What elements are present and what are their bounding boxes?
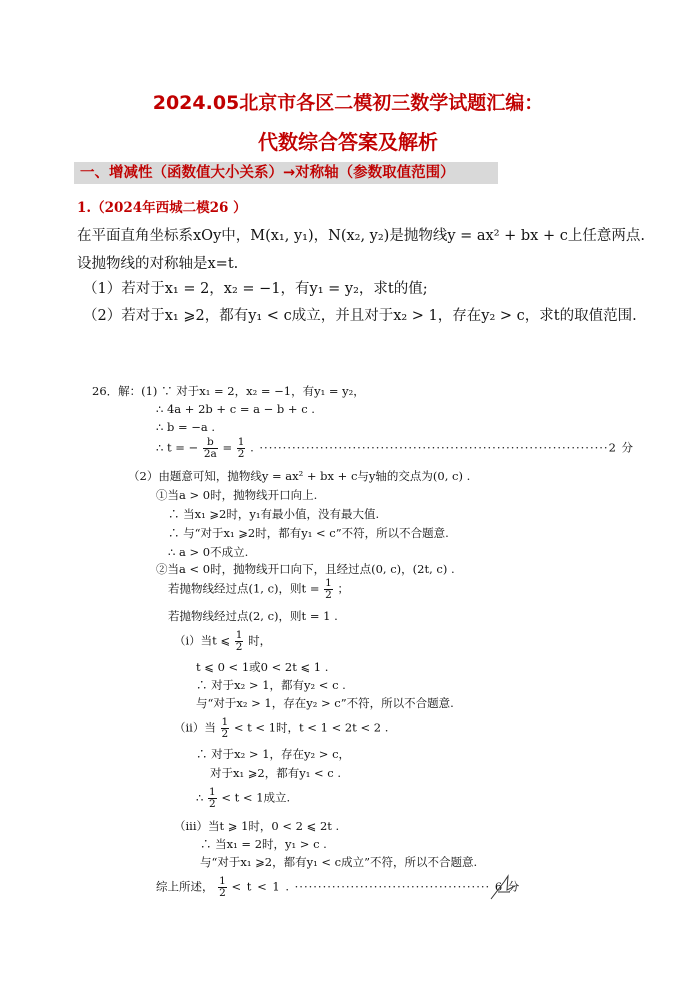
- solution-line: 与“对于x₂ > 1，存在y₂ > c”不符，所以不合题意.: [196, 696, 454, 710]
- solution-line: ①当a > 0时，抛物线开口向上.: [156, 488, 318, 502]
- document-title: 2024.05北京市各区二模初三数学试题汇编：: [152, 92, 544, 114]
- solution-line: 26．解：(1) ∵ 对于x₁ = 2，x₂ = −1，有y₁ = y₂，: [92, 384, 365, 398]
- solution-line: ∴ 当x₁ = 2时，y₁ > c .: [200, 837, 327, 851]
- fraction: $\frac{1}{2}$: [219, 875, 226, 899]
- solution-line: ∴ 当x₁ ⩾2时，y₁有最小值，没有最大值.: [168, 507, 380, 521]
- fraction: $\frac{1}{2}$: [221, 716, 229, 740]
- fraction: $\frac{b}{2a}$: [203, 436, 217, 460]
- solution-line: ∴ a > 0不成立.: [168, 545, 249, 559]
- solution-line: ∴ 对于x₂ > 1，存在y₂ > c，: [196, 747, 351, 761]
- problem-line-4: （2）若对于x₁ ⩾2，都有y₁ < c成立，并且对于x₂ > 1，存在y₂ > c，求t的取值范围.: [83, 308, 637, 324]
- solution-line: 综上所述， $\frac{1}{2}$ < t < 1 . ·········································· 6 分: [156, 875, 521, 899]
- document-subtitle: 代数综合答案及解析: [258, 130, 438, 154]
- problem-line-3: （1）若对于x₁ = 2，x₂ = −1，有y₁ = y₂，求t的值;: [83, 281, 428, 297]
- solution-line: ∴ t = − $\frac{b}{2a}$ = $\frac{1}{2}$ . ···········································································2 分: [156, 436, 635, 460]
- solution-line: （ii）当 $\frac{1}{2}$ < t < 1时，t < 1 < 2t < 2 .: [174, 716, 389, 740]
- fraction: $\frac{1}{2}$: [325, 577, 332, 601]
- solution-line: ∴ b = −a .: [156, 420, 216, 434]
- solution-line: 对于x₁ ⩾2，都有y₁ < c .: [210, 766, 342, 780]
- solution-line: ②当a < 0时，抛物线开口向下，且经过点(0, c)，(2t, c) .: [156, 562, 455, 576]
- fraction: $\frac{1}{2}$: [237, 436, 245, 460]
- fraction: $\frac{1}{2}$: [208, 786, 216, 810]
- problem-number: 1.（2024年西城二模26 ）: [77, 200, 247, 216]
- solution-line: ∴ 与“对于x₁ ⩾2时，都有y₁ < c”不符，所以不合题意.: [168, 526, 449, 540]
- problem-line-2: 设抛物线的对称轴是x=t.: [77, 256, 239, 272]
- solution-line: ∴ $\frac{1}{2}$ < t < 1成立.: [196, 786, 291, 810]
- solution-line: （iii）当t ⩾ 1时，0 < 2 ⩽ 2t .: [174, 819, 340, 833]
- solution-line: ∴ 4a + 2b + c = a − b + c .: [156, 402, 315, 416]
- solution-line: （2）由题意可知，抛物线y = ax² + bx + c与y轴的交点为(0, c) .: [128, 469, 471, 483]
- solution-line: （i）当t ⩽ $\frac{1}{2}$ 时，: [174, 629, 272, 653]
- solution-line: 若抛物线经过点(2, c)，则t = 1 .: [168, 609, 338, 623]
- solution-line: t ⩽ 0 < 1或0 < 2t ⩽ 1 .: [196, 660, 329, 674]
- section-heading: 一、增减性（函数值大小关系）→对称轴（参数取值范围）: [74, 162, 498, 184]
- solution-line: 与“对于x₁ ⩾2，都有y₁ < c成立”不符，所以不合题意.: [200, 855, 478, 869]
- pen-mark-icon: [488, 872, 518, 902]
- problem-line-1: 在平面直角坐标系xOy中，M(x₁, y₁)，N(x₂, y₂)是抛物线y = ax² + bx + c上任意两点.: [77, 228, 645, 244]
- solution-line: ∴ 对于x₂ > 1，都有y₂ < c .: [196, 678, 346, 692]
- solution-line: 若抛物线经过点(1, c)，则t = $\frac{1}{2}$ ；: [168, 577, 349, 601]
- fraction: $\frac{1}{2}$: [235, 629, 243, 653]
